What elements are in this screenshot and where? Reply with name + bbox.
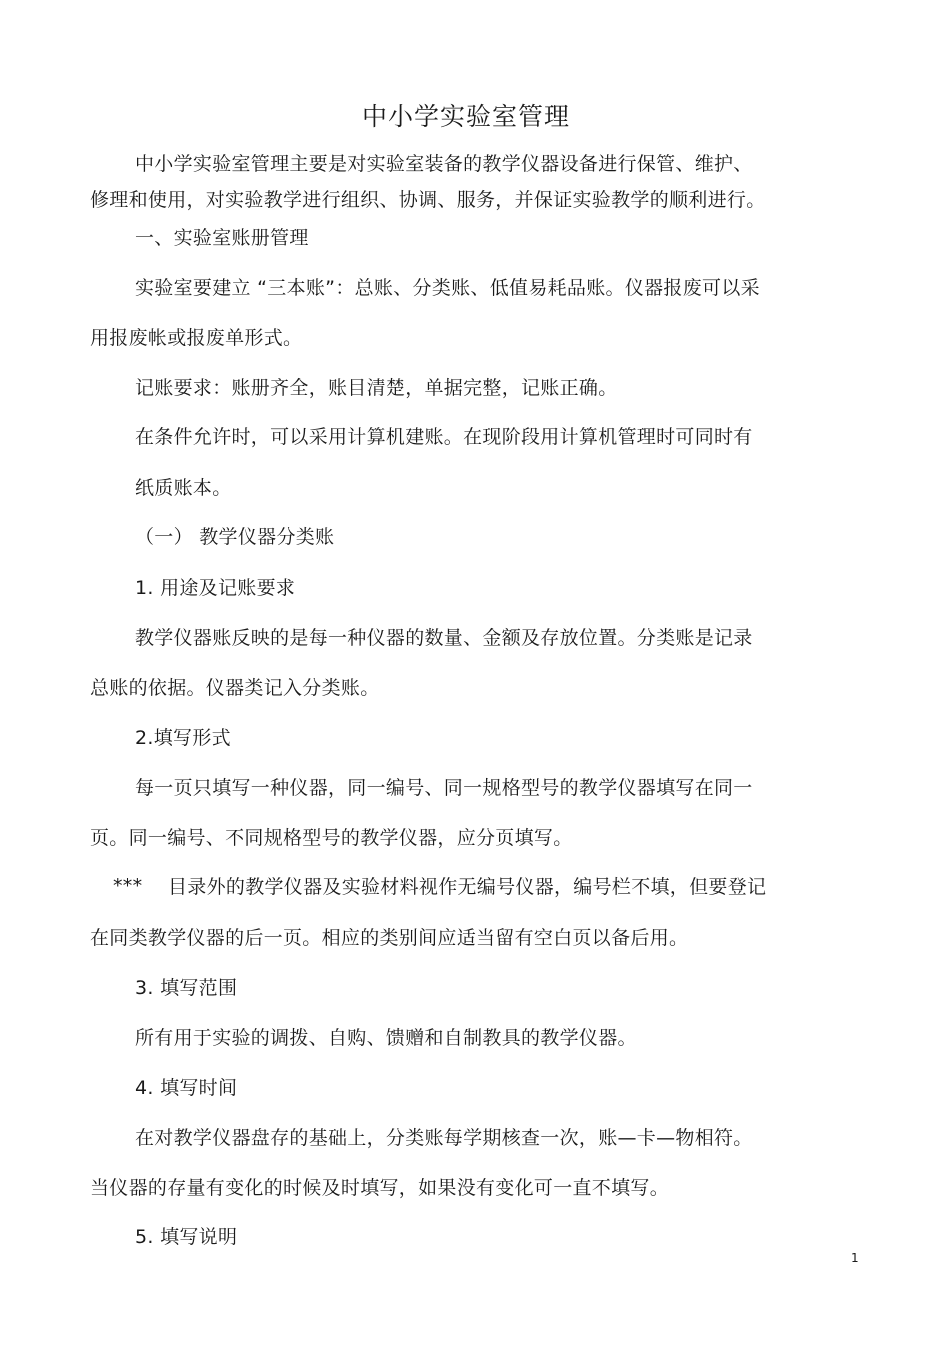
document-title: 中小学实验室管理 — [361, 102, 570, 131]
item-heading: 4. 填写时间 — [135, 1077, 238, 1099]
item-heading: 3. 填写范围 — [135, 977, 238, 999]
paragraph-line: 每一页只填写一种仪器，同一编号、同一规格型号的教学仪器填写在同一 — [135, 777, 753, 799]
paragraph-line: 总账的依据。仪器类记入分类账。 — [90, 677, 380, 699]
subsection-heading: （一） 教学仪器分类账 — [135, 526, 335, 548]
paragraph-line: 在对教学仪器盘存的基础上，分类账每学期核查一次，账—卡—物相符。 — [135, 1127, 753, 1149]
page-number: 1 — [851, 1251, 859, 1265]
paragraph-line: 用报废帐或报废单形式。 — [90, 327, 303, 349]
paragraph-line: 在条件允许时，可以采用计算机建账。在现阶段用计算机管理时可同时有 — [135, 426, 753, 448]
paragraph-line: 实验室要建立 “三本账”：总账、分类账、低值易耗品账。仪器报废可以采 — [135, 277, 760, 299]
paragraph-line: 教学仪器账反映的是每一种仪器的数量、金额及存放位置。分类账是记录 — [135, 627, 753, 649]
paragraph-line: 页。同一编号、不同规格型号的教学仪器，应分页填写。 — [90, 827, 573, 849]
paragraph-line: 在同类教学仪器的后一页。相应的类别间应适当留有空白页以备后用。 — [90, 927, 689, 949]
paragraph-line: 所有用于实验的调拨、自购、馈赠和自制教具的教学仪器。 — [135, 1027, 637, 1049]
note-marker: *** — [113, 875, 143, 897]
item-heading: 5. 填写说明 — [135, 1226, 238, 1248]
paragraph-line: 中小学实验室管理主要是对实验室装备的教学仪器设备进行保管、维护、 — [135, 153, 753, 175]
paragraph-line: 修理和使用，对实验教学进行组织、协调、服务，并保证实验教学的顺利进行。 — [90, 189, 766, 211]
paragraph-line: 目录外的教学仪器及实验材料视作无编号仪器，编号栏不填，但要登记 — [168, 876, 767, 898]
item-heading: 1. 用途及记账要求 — [135, 577, 296, 599]
item-heading: 2.填写形式 — [135, 727, 231, 749]
paragraph-line: 当仪器的存量有变化的时候及时填写，如果没有变化可一直不填写。 — [90, 1177, 670, 1199]
section-heading: 一、实验室账册管理 — [135, 227, 309, 249]
paragraph-line: 记账要求：账册齐全，账目清楚，单据完整，记账正确。 — [135, 377, 618, 399]
paragraph-line: 纸质账本。 — [135, 477, 232, 499]
